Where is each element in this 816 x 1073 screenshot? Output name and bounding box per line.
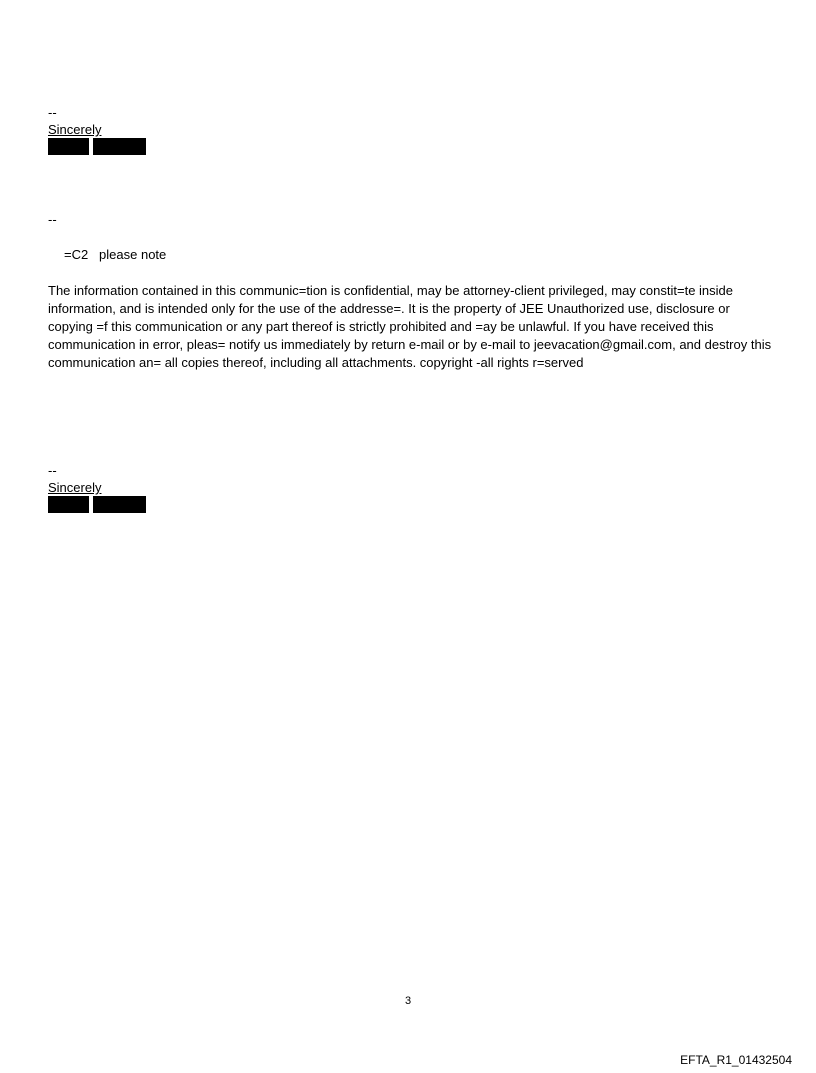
redaction-box [93,138,146,155]
signature-closing: Sincerely [48,122,102,137]
signature-closing: Sincerely [48,480,102,495]
page-number: 3 [404,995,412,1007]
separator-dashes: -- [48,212,57,227]
redaction-box [48,138,89,155]
confidentiality-disclaimer: The information contained in this communic=tion is confidential, may be attorney-client privileged, may constit=te inside information, and is intended only for the use of the addresse=. It is the property of JEE Unauthorized use, disclosure or copying =f this communication or any part thereof is strictly prohibited and =ay be unlawful. If you have received this communication in error, pleas= notify us immediately by return e-mail or by e-mail to jeevacation@gmail.com, and destroy this communication an= all copies thereof, including all attachments. copyright -all rights r=served [48,283,772,370]
redaction-box [93,496,146,513]
document-id: EFTA_R1_01432504 [680,1053,792,1067]
redaction-box [48,496,89,513]
redacted-signature-name [48,138,146,155]
please-note-line: =C2 please note [64,247,167,262]
redacted-signature-name [48,496,146,513]
signature-dashes: -- [48,105,57,120]
signature-dashes: -- [48,463,57,478]
